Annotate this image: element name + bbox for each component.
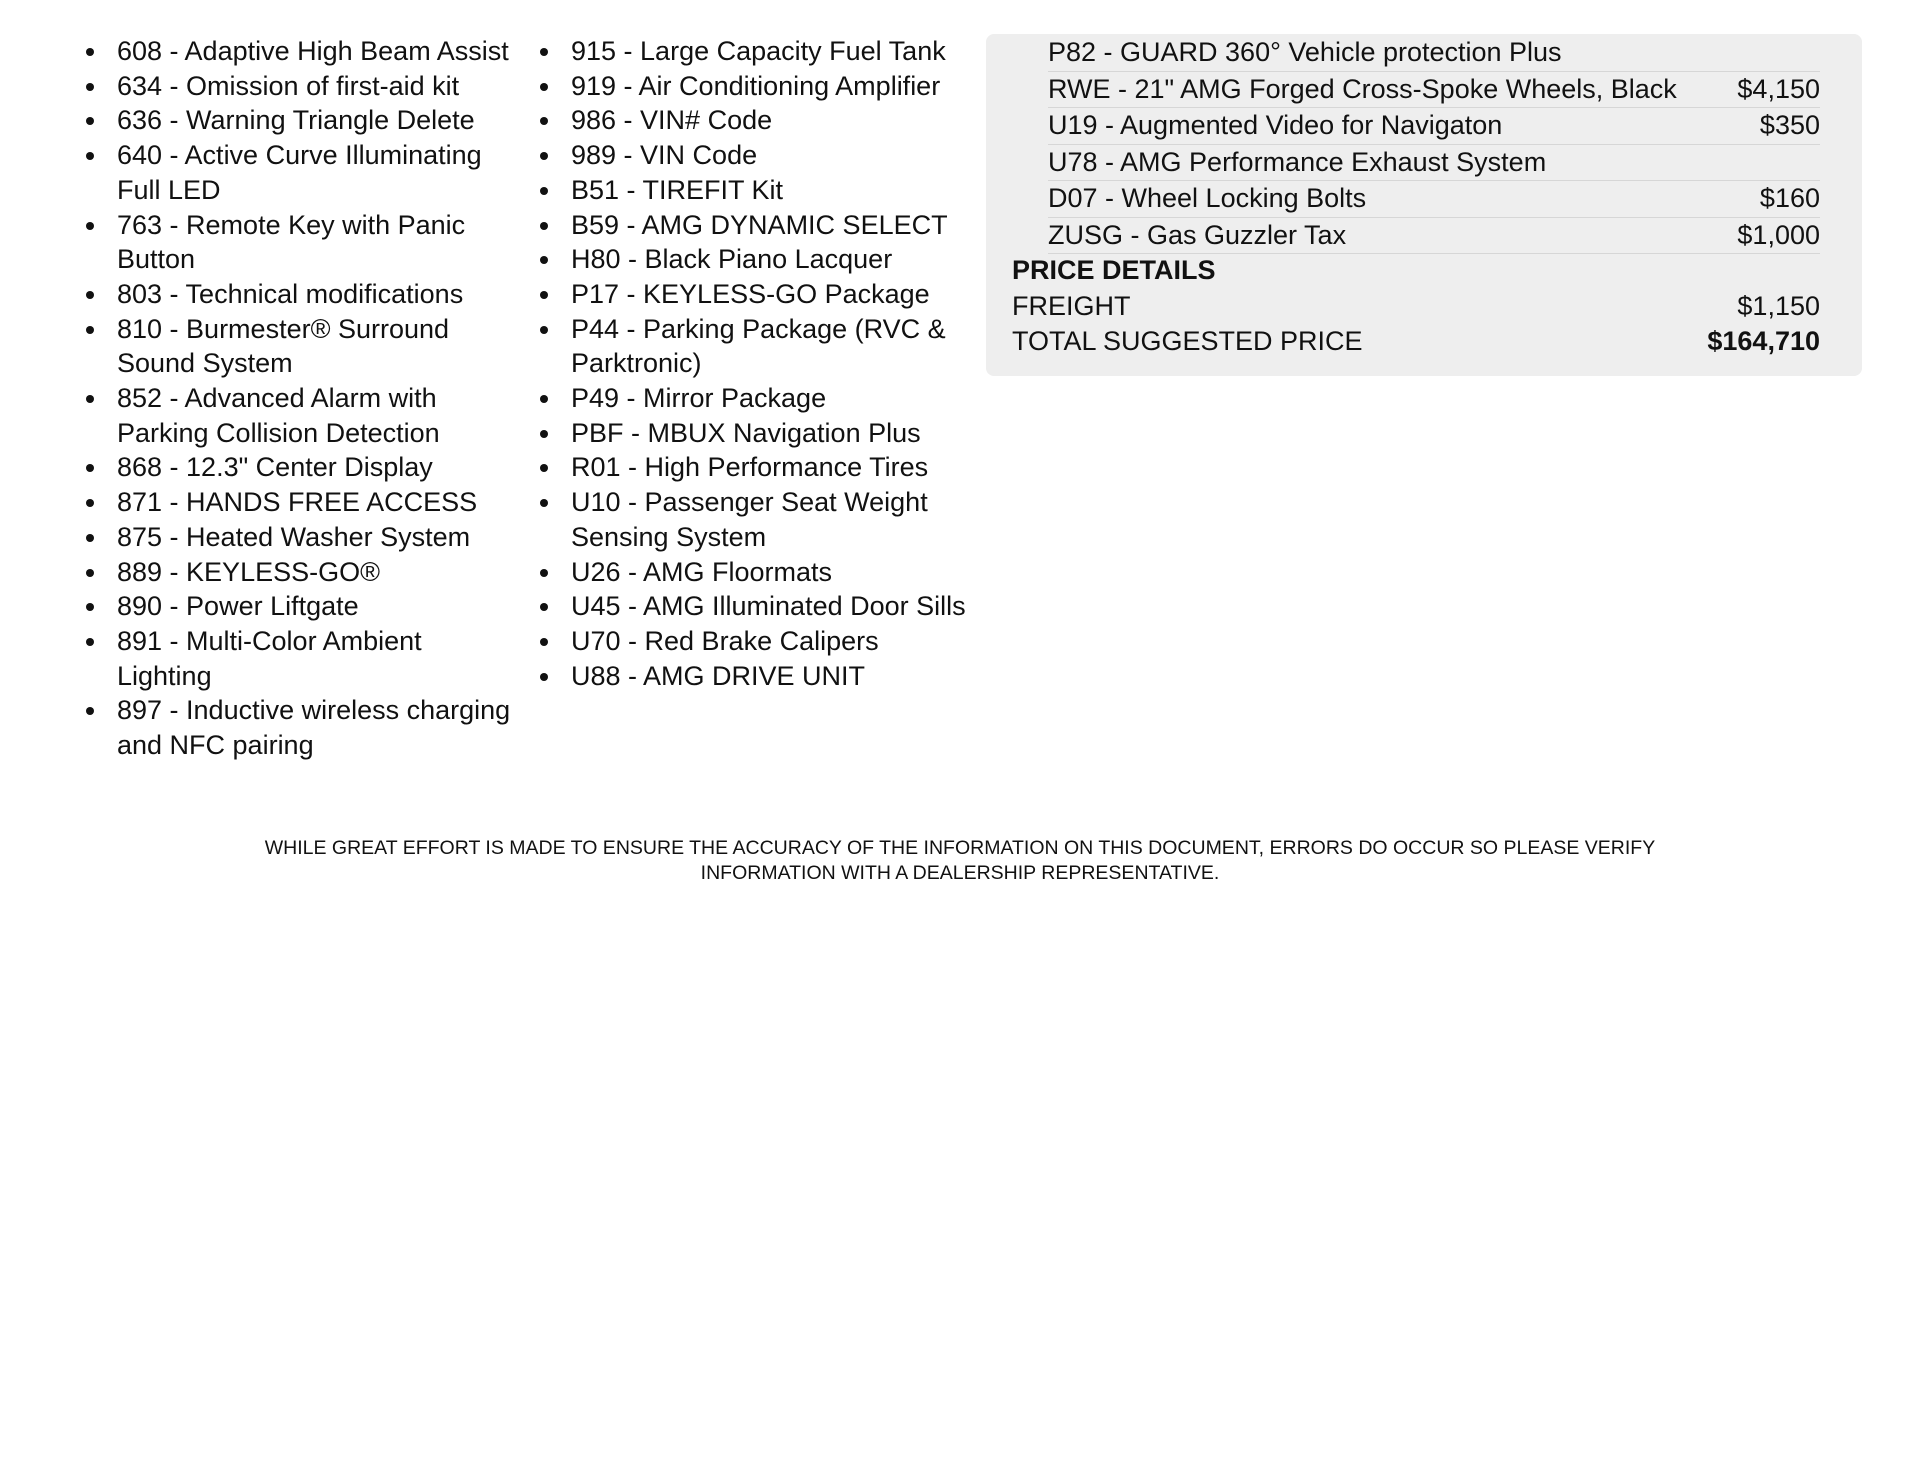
option-label: 810 - Burmester® Surround Sound System: [117, 313, 450, 379]
bullet-icon: [540, 603, 548, 611]
bullet-icon: [86, 48, 94, 56]
bullet-icon: [540, 291, 548, 299]
list-item: [78, 485, 518, 520]
option-label: 803 - Technical modifications: [117, 278, 464, 309]
disclaimer-line: WHILE GREAT EFFORT IS MADE TO ENSURE THE ACCURACY OF THE INFORMATION ON THIS DOCUMENT, ERRORS DO OCCUR SO PLEASE VERIFY: [264, 837, 1656, 859]
bullet-icon: [540, 430, 548, 438]
list-item: [532, 485, 972, 554]
list-item: [532, 450, 972, 485]
list-item: [532, 555, 972, 590]
list-item: [78, 34, 518, 69]
bullet-icon: [86, 534, 94, 542]
list-item: [78, 69, 518, 104]
option-label: B59 - AMG DYNAMIC SELECT: [571, 209, 948, 240]
total-label: TOTAL SUGGESTED PRICE: [1012, 326, 1363, 356]
bullet-icon: [86, 464, 94, 472]
option-label: R01 - High Performance Tires: [571, 452, 929, 483]
option-label: 636 - Warning Triangle Delete: [117, 105, 475, 136]
option-label: P17 - KEYLESS-GO Package: [571, 278, 930, 309]
priced-option-price: $4,150: [1737, 73, 1820, 104]
list-item: [532, 589, 972, 624]
option-label: 989 - VIN Code: [571, 140, 758, 171]
priced-option-name: U78 - AMG Performance Exhaust System: [1048, 146, 1547, 177]
list-item: [78, 555, 518, 590]
freight-value: $1,150: [1737, 291, 1820, 321]
bullet-icon: [540, 48, 548, 56]
option-label: 897 - Inductive wireless charging and NFC pairing: [117, 695, 511, 761]
bullet-icon: [86, 603, 94, 611]
option-label: 875 - Heated Washer System: [117, 521, 471, 552]
bullet-icon: [86, 83, 94, 91]
bullet-icon: [540, 152, 548, 160]
list-item: [78, 589, 518, 624]
options-column-2: [532, 34, 972, 693]
priced-option-name: D07 - Wheel Locking Bolts: [1048, 183, 1367, 213]
bullet-icon: [86, 291, 94, 299]
list-item: [78, 103, 518, 138]
list-item: [532, 277, 972, 312]
bullet-icon: [86, 395, 94, 403]
list-item: [532, 103, 972, 138]
bullet-icon: [86, 499, 94, 507]
list-item: [532, 624, 972, 659]
option-label: 890 - Power Liftgate: [117, 591, 359, 622]
list-item: [78, 277, 518, 312]
priced-option-price: $160: [1759, 183, 1820, 213]
list-item: [78, 450, 518, 485]
option-label: P44 - Parking Package (RVC & Parktronic): [571, 313, 946, 379]
option-label: U45 - AMG Illuminated Door Sills: [571, 591, 966, 622]
price-details-heading: PRICE DETAILS: [1012, 255, 1216, 285]
bullet-icon: [86, 152, 94, 160]
list-item: [532, 659, 972, 694]
option-label: 915 - Large Capacity Fuel Tank: [571, 36, 946, 66]
price-panel: [986, 34, 1862, 376]
list-item: [532, 416, 972, 451]
disclaimer: [0, 836, 1920, 886]
option-label: H80 - Black Piano Lacquer: [571, 244, 893, 275]
options-list-1: [78, 34, 518, 763]
bullet-icon: [540, 222, 548, 230]
list-item: [78, 693, 518, 762]
options-column-1: [78, 34, 518, 763]
bullet-icon: [86, 638, 94, 646]
bullet-icon: [540, 395, 548, 403]
priced-option-price: $1,000: [1737, 219, 1820, 250]
priced-option-row: [1048, 34, 1820, 72]
list-item: [532, 242, 972, 277]
list-item: [78, 520, 518, 555]
option-label: 891 - Multi-Color Ambient Lighting: [117, 625, 422, 691]
list-item: [532, 312, 972, 381]
list-item: [532, 138, 972, 173]
option-label: P49 - Mirror Package: [571, 383, 827, 414]
option-label: 640 - Active Curve Illuminating Full LED: [117, 140, 482, 205]
priced-option-name: P82 - GUARD 360° Vehicle protection Plus: [1048, 37, 1562, 67]
bullet-icon: [540, 326, 548, 334]
priced-option-row: [1048, 180, 1820, 218]
list-item: [78, 138, 518, 207]
list-item: [532, 381, 972, 416]
bullet-icon: [86, 569, 94, 577]
bullet-icon: [540, 569, 548, 577]
option-label: 763 - Remote Key with Panic Button: [117, 209, 466, 275]
option-label: U26 - AMG Floormats: [571, 556, 833, 587]
total-value: $164,710: [1707, 326, 1820, 356]
list-item: [78, 312, 518, 381]
bullet-icon: [86, 222, 94, 230]
list-item: [78, 381, 518, 450]
option-label: 852 - Advanced Alarm with Parking Collision Detection: [117, 383, 440, 448]
bullet-icon: [86, 117, 94, 125]
option-label: 634 - Omission of first-aid kit: [117, 70, 460, 101]
priced-option-row: [1048, 71, 1820, 109]
bullet-icon: [86, 326, 94, 334]
option-label: U88 - AMG DRIVE UNIT: [571, 660, 866, 691]
bullet-icon: [540, 638, 548, 646]
option-label: 986 - VIN# Code: [571, 105, 773, 136]
priced-option-row: [1048, 144, 1820, 182]
list-item: [532, 208, 972, 243]
option-label: 871 - HANDS FREE ACCESS: [117, 487, 478, 518]
priced-option-name: U19 - Augmented Video for Navigaton: [1048, 110, 1503, 140]
bullet-icon: [86, 707, 94, 715]
priced-option-price: $350: [1759, 110, 1820, 140]
option-label: U70 - Red Brake Calipers: [571, 625, 879, 656]
list-item: [78, 208, 518, 277]
list-item: [532, 173, 972, 208]
options-list-2: [532, 34, 972, 693]
option-label: U10 - Passenger Seat Weight Sensing System: [571, 487, 928, 552]
list-item: [532, 34, 972, 69]
option-label: PBF - MBUX Navigation Plus: [571, 417, 921, 448]
list-item: [532, 69, 972, 104]
disclaimer-line: INFORMATION WITH A DEALERSHIP REPRESENTATIVE.: [700, 862, 1220, 884]
bullet-icon: [540, 673, 548, 681]
list-item: [78, 624, 518, 693]
bullet-icon: [540, 83, 548, 91]
option-label: B51 - TIREFIT Kit: [571, 174, 784, 205]
freight-label: FREIGHT: [1012, 291, 1131, 321]
option-label: 868 - 12.3" Center Display: [117, 452, 433, 483]
option-label: 919 - Air Conditioning Amplifier: [571, 70, 941, 101]
bullet-icon: [540, 499, 548, 507]
option-label: 889 - KEYLESS-GO®: [117, 556, 380, 587]
priced-option-row: [1048, 217, 1820, 255]
priced-option-name: ZUSG - Gas Guzzler Tax: [1048, 219, 1347, 250]
bullet-icon: [540, 464, 548, 472]
bullet-icon: [540, 117, 548, 125]
bullet-icon: [540, 256, 548, 264]
priced-option-name: RWE - 21" AMG Forged Cross-Spoke Wheels, Black: [1048, 73, 1677, 104]
option-label: 608 - Adaptive High Beam Assist: [117, 36, 509, 66]
priced-option-row: [1048, 107, 1820, 145]
bullet-icon: [540, 187, 548, 195]
